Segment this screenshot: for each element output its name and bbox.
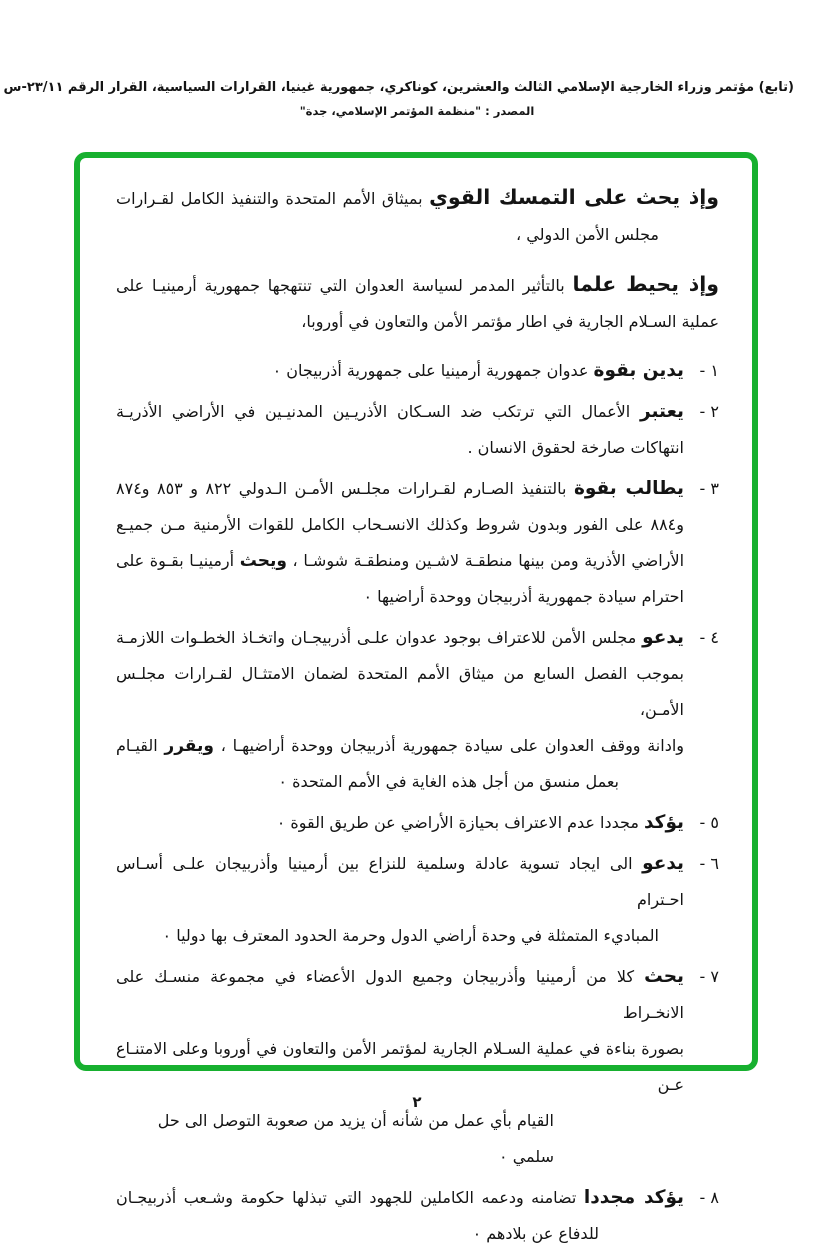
text-segment: مجلس الأمن الدولي ،: [516, 225, 659, 244]
text-segment: للدفاع عن بلادهم ٠: [472, 1224, 599, 1243]
item-number: ٤ -: [699, 628, 719, 647]
text-line: [116, 620, 684, 656]
text-line: [116, 1216, 684, 1252]
bold-text-segment: وإذ يحيط علما: [572, 272, 720, 296]
text-line: [116, 656, 684, 728]
item-number: ٧ -: [699, 967, 719, 986]
resolution-item: [116, 846, 719, 954]
bold-text-segment: يدين بقوة: [593, 360, 684, 381]
item-number: ٣ -: [699, 479, 719, 498]
text-line: [116, 543, 684, 579]
item-number: ١ -: [699, 361, 719, 380]
text-segment: مجلس الأمن للاعتراف بوجود عدوان علـى أذربيجـان واتخـاذ الخطـوات اللازمـة: [116, 628, 643, 647]
text-segment: تضامنه ودعمه الكاملين للجهود التي تبذلها حكومة وشـعب أذربيجـان: [116, 1188, 584, 1207]
text-segment: بالتأثير المدمر لسياسة العدوان التي تنتهجها جمهورية أرمينيـا على: [116, 276, 573, 295]
document-header: [3, 80, 794, 118]
bold-text-segment: ويحث: [239, 551, 287, 571]
bold-text-segment: يعتبر: [639, 401, 684, 422]
text-line: [116, 430, 684, 466]
resolution-item: [116, 959, 719, 1175]
text-segment: بالتنفيذ الصـارم لقـرارات مجلـس الأمـن الـدولي ٨٢٢ و ٨٥٣ و٨٧٤: [116, 479, 574, 498]
text-line: [116, 918, 684, 954]
text-segment: انتهاكات صارخة لحقوق الانسان .: [467, 438, 684, 457]
resolution-item: [116, 353, 719, 389]
text-segment: القيـام: [116, 736, 165, 755]
page-number: ٢: [412, 1093, 422, 1111]
text-line: [116, 266, 719, 304]
text-segment: المباديء المتمثلة في وحدة أراضي الدول وحرمة الحدود المعترف بها دوليا ٠: [162, 926, 659, 945]
bold-text-segment: يدعو: [642, 853, 684, 874]
text-line: [116, 353, 684, 389]
text-line: [116, 1103, 684, 1175]
bold-text-segment: يؤكد مجددا: [583, 1187, 684, 1208]
item-number: ٨ -: [699, 1188, 719, 1207]
document-body: [80, 158, 752, 1252]
text-segment: عدوان جمهورية أرمينيا على جمهورية أذربيجان ٠: [272, 361, 594, 380]
item-number: ٢ -: [699, 402, 719, 421]
text-segment: و٨٨٤ على الفور وبدون شروط وكذلك الانسـحاب الكامل للقوات الأرمنية مـن جميـع: [116, 515, 684, 534]
text-line: [116, 507, 684, 543]
resolution-item: [116, 471, 719, 615]
text-segment: عملية السـلام الجارية في اطار مؤتمر الأمن والتعاون في أوروبا،: [301, 312, 719, 331]
resolution-item: [116, 1180, 719, 1252]
bold-text-segment: يطالب بقوة: [573, 478, 684, 499]
text-segment: كلا من أرمينيا وأذربيجان وجميع الدول الأعضاء في مجموعة منسـك على الانخـراط: [116, 967, 684, 1022]
text-segment: بميثاق الأمم المتحدة والتنفيذ الكامل لقـرارات: [116, 189, 430, 208]
text-line: [116, 471, 684, 507]
text-segment: احترام سيادة جمهورية أذربيجان ووحدة أراضيها ٠: [363, 587, 684, 606]
text-line: [116, 764, 684, 800]
text-segment: وادانة ووقف العدوان على سيادة جمهورية أذربيجان ووحدة أراضيهـا ،: [213, 736, 685, 755]
preamble-paragraph: [116, 179, 719, 253]
text-line: [116, 394, 684, 430]
resolution-item: [116, 394, 719, 466]
text-line: [116, 805, 684, 841]
text-line: [116, 304, 719, 340]
bold-text-segment: يدعو: [642, 627, 684, 648]
text-segment: الى ايجاد تسوية عادلة وسلمية للنزاع بين أرمينيا وأذربيجان علـى أسـاس احـترام: [116, 854, 684, 909]
preamble-paragraph: [116, 266, 719, 340]
text-line: [116, 217, 719, 253]
text-line: [116, 179, 719, 217]
resolution-item: [116, 805, 719, 841]
text-segment: بصورة بناءة في عملية السـلام الجارية لمؤتمر الأمن والتعاون في أوروبا وعلى الامتنـاع عـن: [116, 1039, 684, 1094]
text-segment: أرمينيـا بقـوة على: [116, 551, 240, 570]
text-line: [116, 846, 684, 918]
text-segment: بعمل منسق من أجل هذه الغاية في الأمم المتحدة ٠: [278, 772, 619, 791]
item-number: ٥ -: [699, 813, 719, 832]
header-source-line: المصدر : "منظمة المؤتمر الإسلامي، جدة": [299, 104, 535, 118]
text-line: [116, 959, 684, 1031]
text-segment: الأعمال التي ترتكب ضد السـكان الأذريـين المدنيـين في الأراضي الأذريـة: [116, 402, 640, 421]
text-line: [116, 579, 684, 615]
resolution-item: [116, 620, 719, 800]
text-segment: الأراضي الأذرية ومن بينها منطقـة لاشـين ومنطقـة شوشـا ،: [286, 551, 685, 570]
item-number: ٦ -: [699, 854, 719, 873]
text-line: [116, 1180, 684, 1216]
bold-text-segment: يؤكد: [644, 812, 684, 833]
bold-text-segment: يحث: [644, 966, 684, 987]
text-segment: بموجب الفصل السابع من ميثاق الأمم المتحدة لضمان الامتثـال لقـرارات مجلـس الأمـن،: [116, 664, 684, 719]
header-title-line: (تابع) مؤتمر وزراء الخارجية الإسلامي الثالث والعشرين، كوناكري، جمهورية غينيا، القرارات السياسية، القرار الرقم ٢٣/١١-س: [3, 80, 794, 95]
green-border-frame: [74, 152, 758, 1243]
text-segment: القيام بأي عمل من شأنه أن يزيد من صعوبة التوصل الى حل سلمي ٠: [157, 1111, 554, 1166]
bold-text-segment: ويقرر: [164, 736, 214, 756]
text-line: [116, 728, 684, 764]
text-segment: مجددا عدم الاعتراف بحيازة الأراضي عن طريق القوة ٠: [276, 813, 644, 832]
bold-text-segment: وإذ يحث على التمسك القوي: [429, 185, 719, 209]
